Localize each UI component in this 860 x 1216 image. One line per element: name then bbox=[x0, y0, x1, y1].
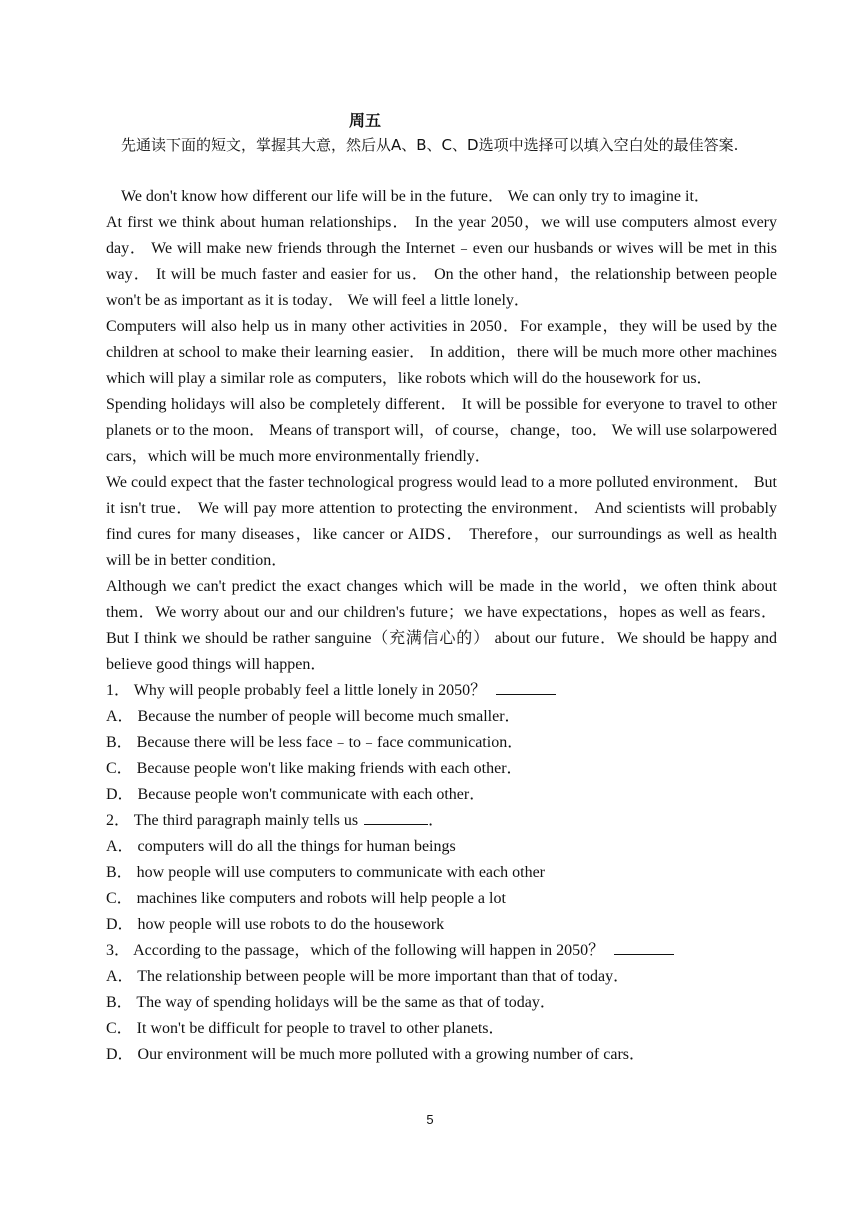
instructions: 先通读下面的短文，掌握其大意，然后从A、B、C、D选项中选择可以填入空白处的最佳答案. bbox=[121, 136, 739, 154]
option: B． Because there will be less face﹣to﹣face communication． bbox=[106, 734, 524, 751]
option: A． Because the number of people will become much smaller． bbox=[106, 708, 521, 725]
option: B． The way of spending holidays will be the same as that of today． bbox=[106, 994, 556, 1011]
question-stem: 3． According to the passage，which of the following will happen in 2050？ bbox=[106, 942, 605, 959]
question-stem: 1． Why will people probably feel a little lonely in 2050？ bbox=[106, 682, 487, 699]
option: C． It won't be difficult for people to travel to other planets． bbox=[106, 1020, 505, 1037]
passage-paragraph: Computers will also help us in many other activities in 2050．For example，they will be used by the children at school to make their learning easier． In addition，there will be much more other machines which will play a similar role as computers，like robots which will do the housework for us． bbox=[106, 318, 777, 387]
question-2 bbox=[106, 808, 777, 834]
passage-body bbox=[106, 184, 777, 1068]
passage-paragraph: Spending holidays will also be completely different． It will be possible for everyone to travel to other planets or to the moon． Means of transport will，of course，change，too． We will use solarpowered cars，which will be much more environmentally friendly． bbox=[106, 396, 777, 465]
question-stem: 2． The third paragraph mainly tells us bbox=[106, 812, 359, 829]
answer-blank bbox=[496, 680, 556, 695]
option: D． Because people won't communicate with each other． bbox=[106, 786, 486, 803]
passage-paragraph: At first we think about human relationships． In the year 2050，we will use computers almost every day． We will make new friends through the Internet﹣even our husbands or wives will be met in this way． It will be much faster and easier for us． On the other hand，the relationship between people won't be as important as it is today． We will feel a little lonely． bbox=[106, 214, 777, 309]
passage-paragraph: Although we can't predict the exact changes which will be made in the world，we often think about them．We worry about our and our children's future；we have expectations，hopes as well as fears．But I think we should be rather sanguine（充满信心的） about our future．We should be happy and believe good things will happen． bbox=[106, 578, 777, 673]
option: C． Because people won't like making friends with each other． bbox=[106, 760, 523, 777]
passage-paragraph: We could expect that the faster technological progress would lead to a more polluted environment． But it isn't true． We will pay more attention to protecting the environment． And scientists will probably find cures for many diseases，like cancer or AIDS． Therefore，our surroundings as well as health will be in better condition． bbox=[106, 474, 777, 569]
answer-blank bbox=[364, 810, 428, 825]
option: D． how people will use robots to do the housework bbox=[106, 916, 445, 933]
question-3 bbox=[106, 938, 777, 964]
passage-paragraph: We don't know how different our life will be in the future． We can only try to imagine it． bbox=[121, 188, 710, 205]
question-stem-suffix: ． bbox=[428, 812, 445, 829]
option: B． how people will use computers to communicate with each other bbox=[106, 864, 546, 881]
option: D． Our environment will be much more polluted with a growing number of cars． bbox=[106, 1046, 645, 1063]
question-1 bbox=[106, 678, 777, 704]
option: C． machines like computers and robots will help people a lot bbox=[106, 890, 506, 907]
page-number: 5 bbox=[426, 1112, 434, 1127]
option: A． The relationship between people will be more important than that of today． bbox=[106, 968, 630, 985]
page-title: 周五 bbox=[348, 111, 381, 130]
answer-blank bbox=[614, 940, 674, 955]
option: A． computers will do all the things for human beings bbox=[106, 838, 456, 855]
